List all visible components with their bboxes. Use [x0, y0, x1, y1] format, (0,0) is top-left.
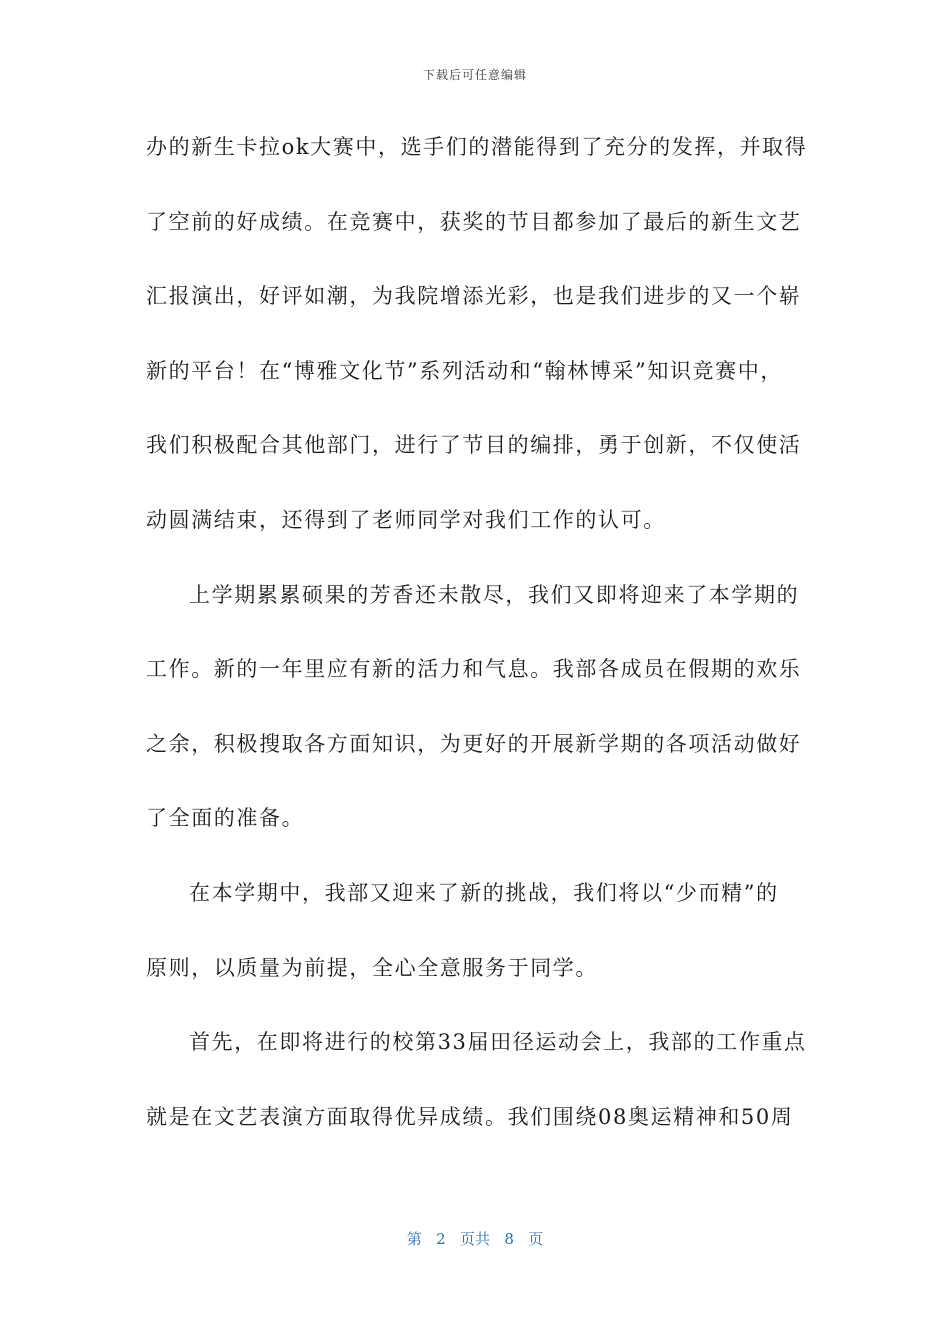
- document-body: [146, 124, 806, 1168]
- text-line: 办的新生卡拉ok大赛中，选手们的潜能得到了充分的发挥，并取得: [146, 135, 808, 159]
- paragraph-start-line: 首先，在即将进行的校第33届田径运动会上，我部的工作重点: [189, 1030, 807, 1055]
- footer-prefix: 第: [406, 1230, 422, 1248]
- text-line: 我们积极配合其他部门，进行了节目的编排，勇于创新，不仅使活: [146, 433, 802, 458]
- page-footer: [0, 1228, 950, 1249]
- text-line: 之余，积极搜取各方面知识，为更好的开展新学期的各项活动做好: [146, 731, 802, 756]
- text-line: 原则，以质量为前提，全心全意服务于同学。: [146, 955, 598, 980]
- footer-page-number: 2: [436, 1230, 446, 1248]
- text-line: 工作。新的一年里应有新的活力和气息。我部各成员在假期的欢乐: [146, 657, 802, 682]
- footer-total-pages: 8: [504, 1230, 514, 1248]
- footer-suffix: 页: [528, 1230, 544, 1248]
- text-line: 了全面的准备。: [146, 806, 305, 831]
- text-line: 新的平台！在“博雅文化节”系列活动和“翰林博采”知识竞赛中，: [146, 358, 783, 383]
- text-line: 汇报演出，好评如潮，为我院增添光彩，也是我们进步的又一个崭: [146, 284, 802, 309]
- page-header: 下载后可任意编辑: [422, 68, 527, 82]
- paragraph-start-line: 上学期累累硕果的芳香还未散尽，我们又即将迎来了本学期的: [189, 582, 800, 607]
- text-line: 动圆满结束，还得到了老师同学对我们工作的认可。: [146, 507, 666, 532]
- text-line: 就是在文艺表演方面取得优异成绩。我们围绕08奥运精神和50周: [146, 1104, 794, 1129]
- paragraph-start-line: 在本学期中，我部又迎来了新的挑战，我们将以“少而精”的: [189, 880, 779, 905]
- text-line: 了空前的好成绩。在竞赛中，获奖的节目都参加了最后的新生文艺: [146, 209, 802, 234]
- footer-middle: 页共: [459, 1230, 490, 1248]
